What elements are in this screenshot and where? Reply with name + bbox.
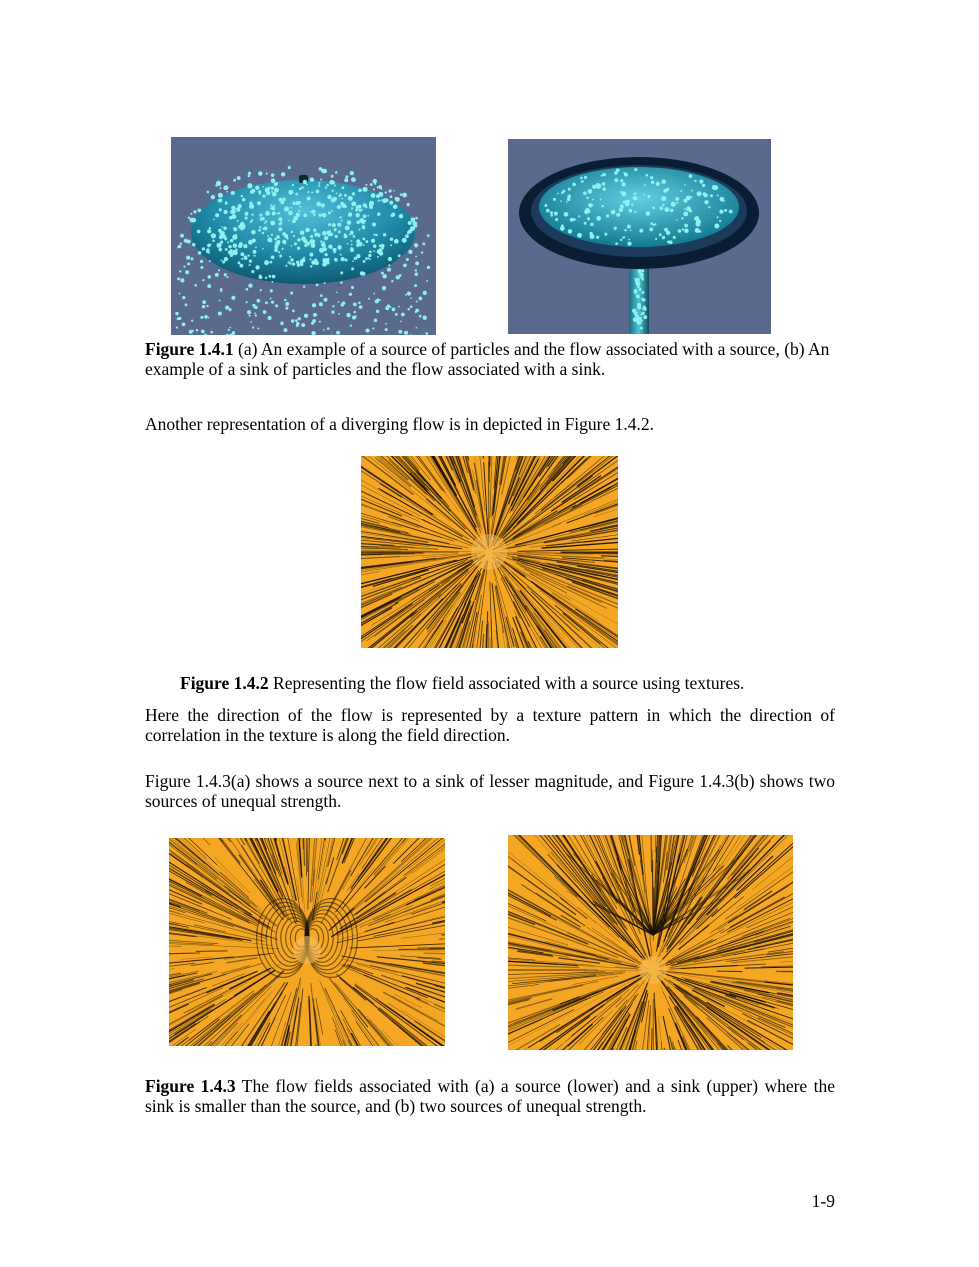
- figure-1-4-1-caption: [145, 339, 835, 379]
- figure-1-4-3-label: Figure 1.4.3: [145, 1076, 236, 1096]
- figure-1-4-3b-two-sources: [508, 835, 793, 1050]
- figure-1-4-1-label: Figure 1.4.1: [145, 339, 234, 359]
- figure-1-4-3-caption-text: The flow fields associated with (a) a source (lower) and a sink (upper) where the sink is smaller than the source, and (b) two sources of unequal strength.: [145, 1076, 835, 1116]
- figure-1-4-2-label: Figure 1.4.2: [180, 673, 269, 693]
- page-number: 1-9: [811, 1191, 835, 1211]
- texture-source-illustration: [361, 456, 618, 648]
- figure-1-4-1a-source-particles: [171, 137, 436, 335]
- figure-1-4-1-caption-text: (a) An example of a source of particles and the flow associated with a source, (b) An example of a sink of particles and the flow associated with a sink.: [145, 339, 830, 379]
- two-sources-texture-illustration: [508, 835, 793, 1050]
- figure-1-4-1b-sink-particles: [508, 139, 771, 334]
- sink-particles-illustration: [508, 139, 771, 334]
- figure-1-4-2-caption-text: Representing the flow field associated with a source using textures.: [268, 673, 745, 693]
- figure-1-4-2-caption: [180, 673, 840, 693]
- paragraph-diverging-flow: Another representation of a diverging flow is in depicted in Figure 1.4.2.: [145, 414, 655, 434]
- paragraph-figure-1-4-3-intro: Figure 1.4.3(a) shows a source next to a sink of lesser magnitude, and Figure 1.4.3(b) shows two sources of unequal strength.: [145, 771, 835, 811]
- figure-1-4-2-texture-source: [361, 456, 618, 648]
- source-sink-texture-illustration: [169, 838, 445, 1046]
- figure-1-4-3-caption: [145, 1076, 835, 1116]
- paragraph-texture-direction: Here the direction of the flow is represented by a texture pattern in which the direction of correlation in the texture is along the field direction.: [145, 705, 835, 745]
- figure-1-4-3a-source-and-sink: [169, 838, 445, 1046]
- source-particles-illustration: [171, 137, 436, 335]
